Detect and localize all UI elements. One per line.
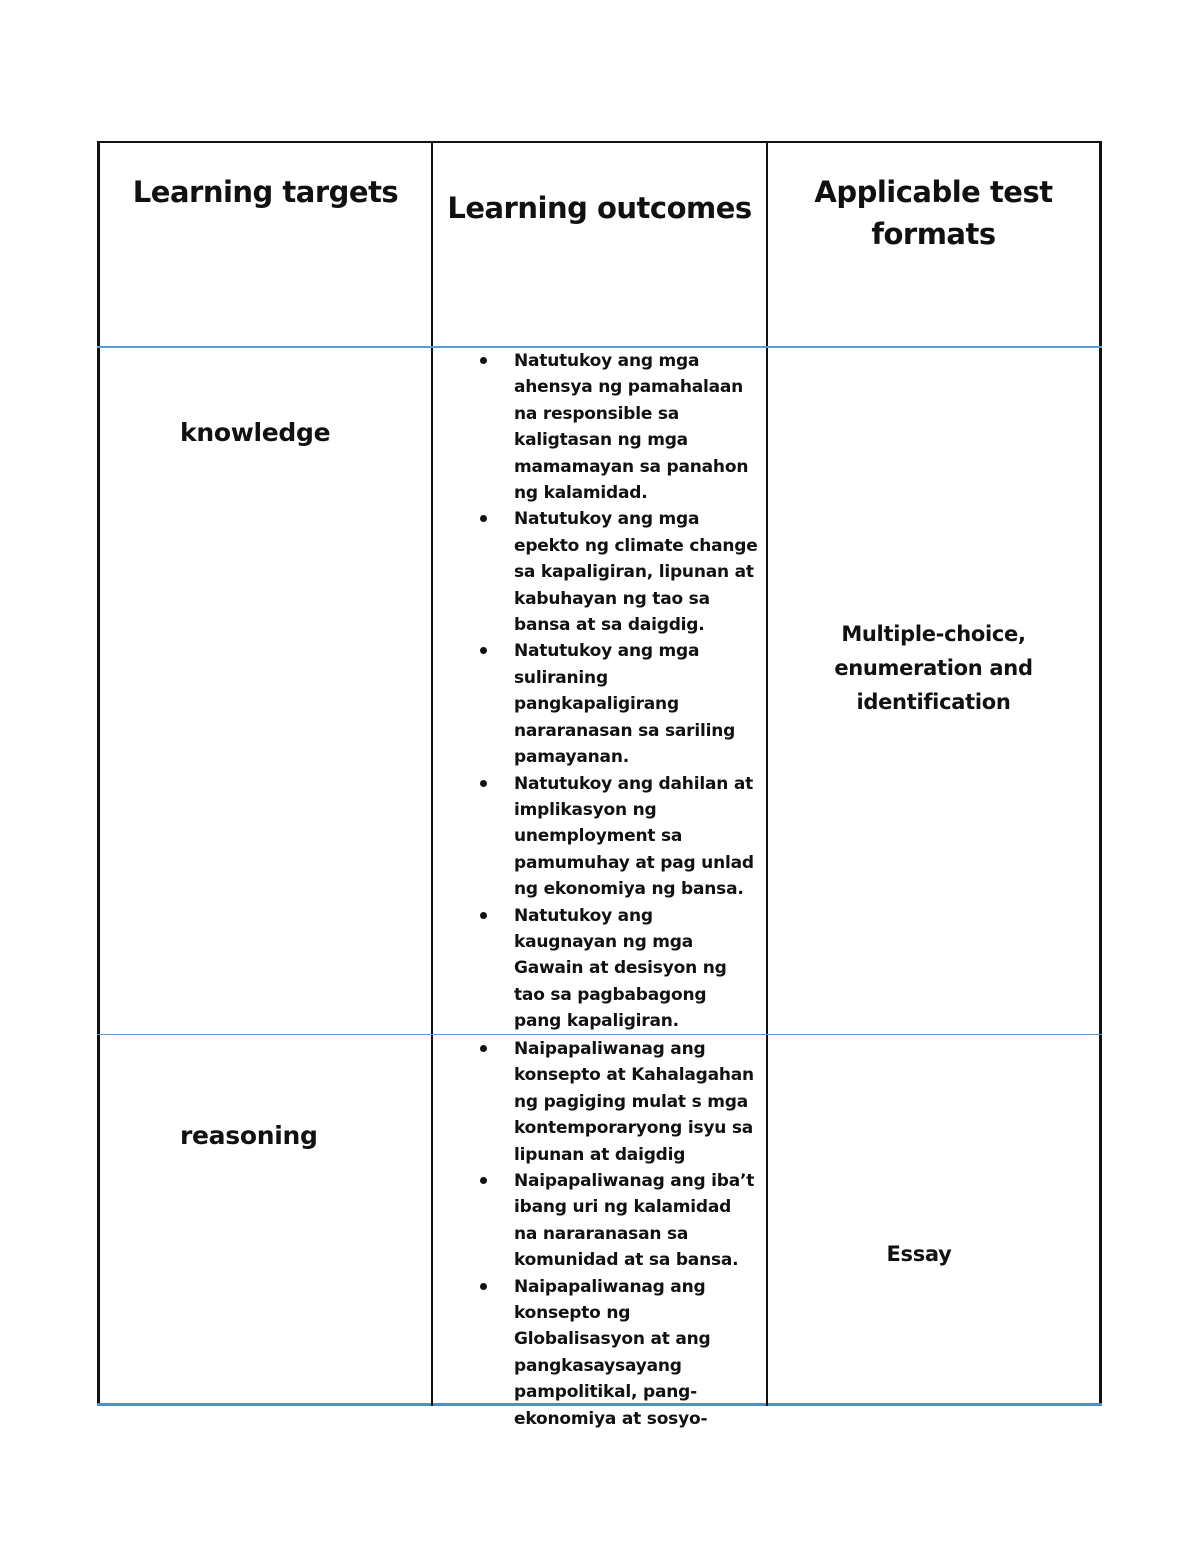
header-learning-targets: Learning targets	[132, 175, 399, 209]
list-item	[433, 1274, 766, 1432]
format-reasoning: Essay	[886, 1242, 952, 1266]
table-border-top	[97, 141, 1102, 143]
table-border-right	[1099, 141, 1102, 1406]
bullet-icon	[480, 357, 487, 364]
learning-table	[97, 141, 1102, 1429]
list-item	[433, 1036, 766, 1168]
outcome-text: Natutukoy ang mga epekto ng climate change sa kapaligiran, lipunan at kabuhayan ng tao sa bansa at sa daigdig.	[514, 509, 758, 636]
list-item	[433, 771, 766, 903]
column-divider-2	[766, 141, 768, 1406]
bullet-icon	[480, 1045, 487, 1052]
table-border-left	[97, 141, 100, 1406]
outcomes-list-reasoning	[433, 1036, 766, 1429]
list-item	[433, 1168, 766, 1274]
bullet-icon	[480, 647, 487, 654]
list-item	[433, 506, 766, 638]
bullet-icon	[480, 780, 487, 787]
outcome-text: Natutukoy ang mga suliraning pangkapaligirang nararanasan sa sariling pamayanan.	[514, 641, 736, 768]
header-learning-outcomes: Learning outcomes	[447, 191, 752, 225]
outcome-text: Naipapaliwanag ang konsepto ng Globalisasyon at ang pangkasaysayang pampolitikal, pang-ekonomiya at sosyo-	[514, 1276, 711, 1429]
list-item	[433, 903, 766, 1035]
bullet-icon	[480, 1283, 487, 1290]
target-knowledge: knowledge	[180, 418, 331, 447]
bullet-icon	[480, 1177, 487, 1184]
outcome-text: Natutukoy ang dahilan at implikasyon ng unemployment sa pamumuhay at pag unlad ng ekonomiya ng bansa.	[514, 773, 754, 900]
outcome-text: Naipapaliwanag ang konsepto at Kahalagahan ng pagiging mulat s mga kontemporaryong isyu sa lipunan at daigdig	[514, 1039, 754, 1165]
header-test-formats: Applicable test formats	[814, 175, 1053, 251]
bullet-icon	[480, 515, 487, 522]
outcome-text: Naipapaliwanag ang iba’t ibang uri ng kalamidad na nararanasan sa komunidad at sa bansa.	[514, 1171, 755, 1271]
outcome-text: Natutukoy ang kaugnayan ng mga Gawain at desisyon ng tao sa pagbabagong pang kapaligiran.	[514, 905, 727, 1032]
list-item	[433, 638, 766, 770]
outcome-text: Natutukoy ang mga ahensya ng pamahalaan na responsible sa kaligtasan ng mga mamamayan sa panahon ng kalamidad.	[514, 351, 749, 504]
bullet-icon	[480, 912, 487, 919]
list-item	[433, 348, 766, 506]
outcomes-list-knowledge	[433, 348, 766, 1035]
target-reasoning: reasoning	[180, 1121, 318, 1150]
format-knowledge: Multiple-choice, enumeration and identification	[834, 622, 1033, 714]
